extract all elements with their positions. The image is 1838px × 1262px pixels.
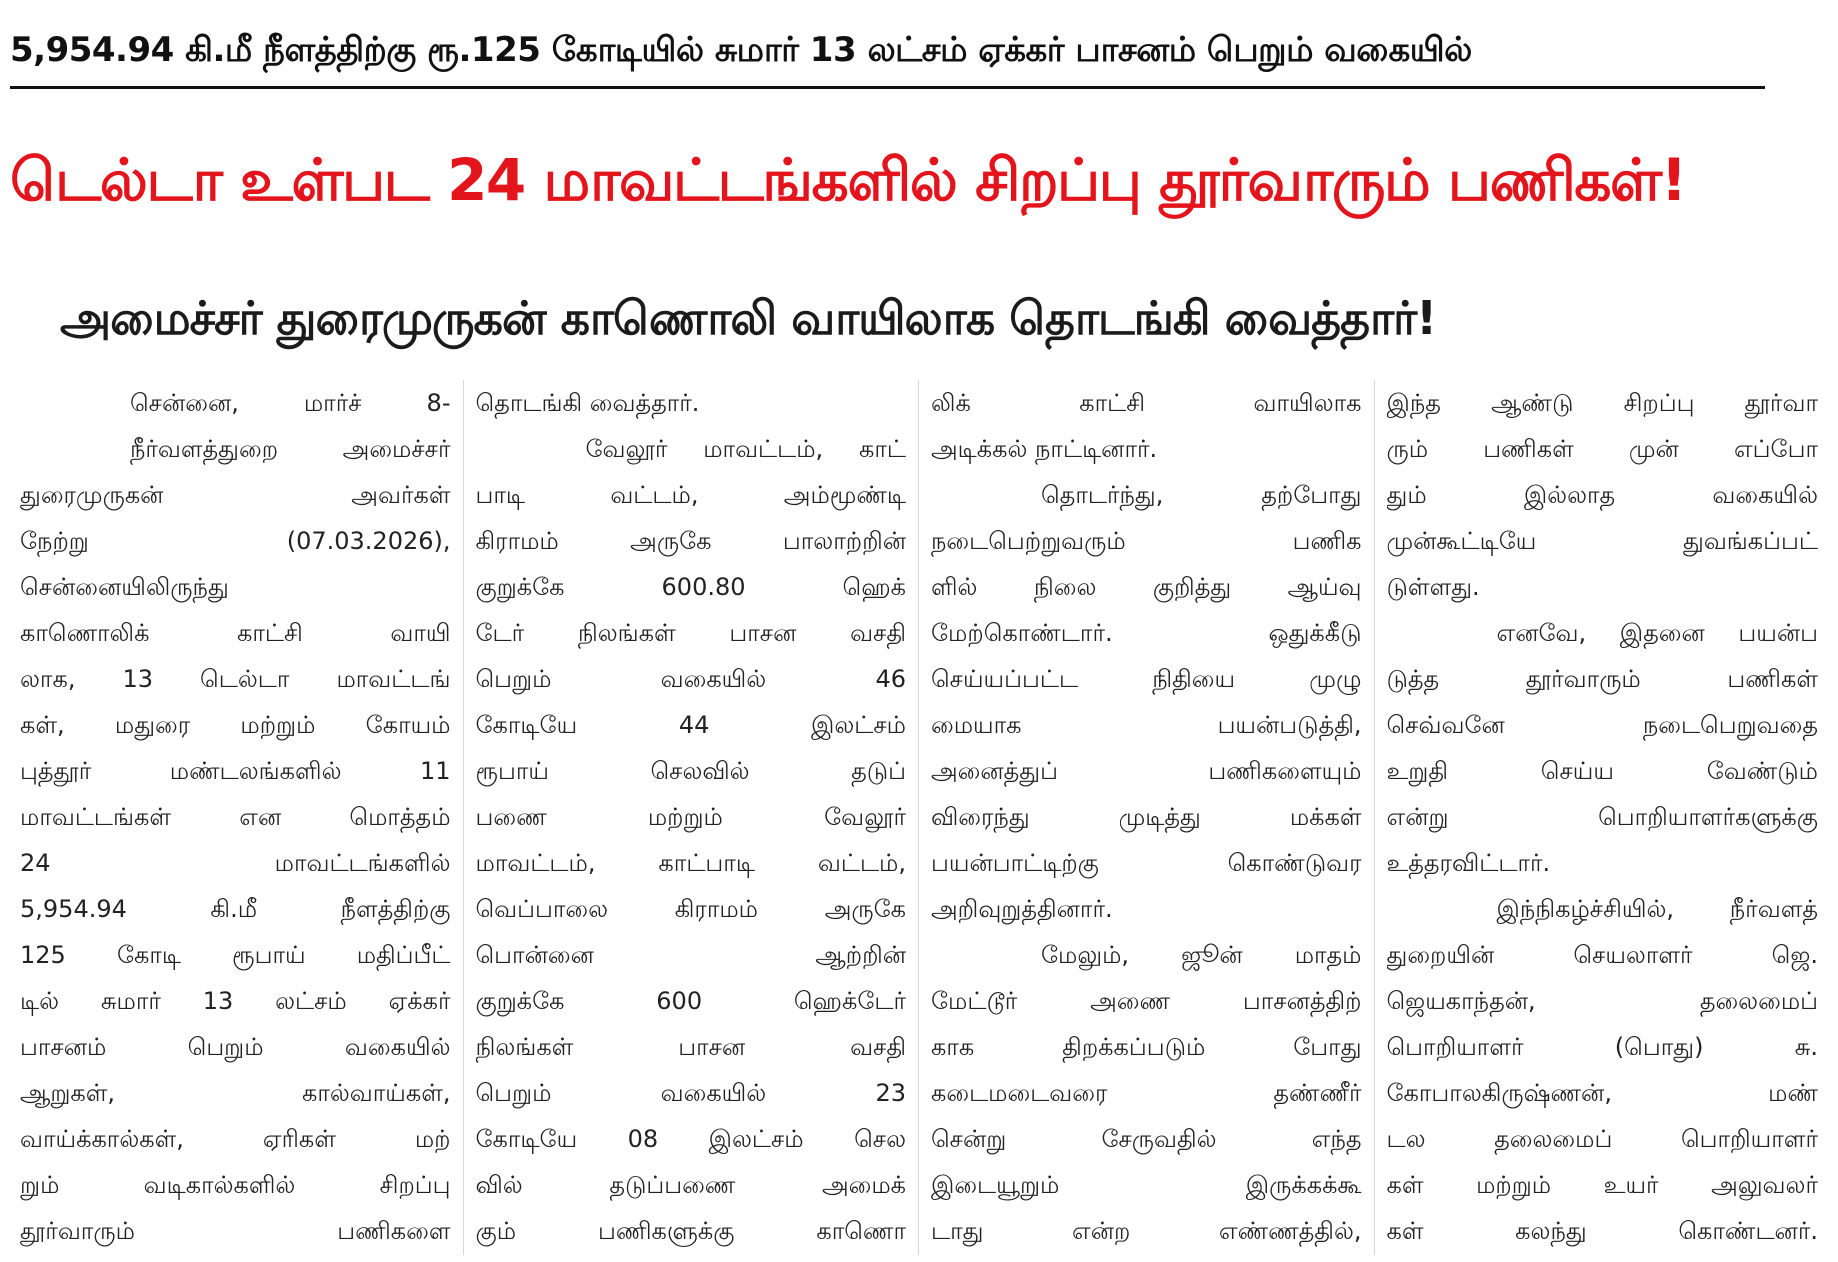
column-1-line: றும் வடிகால்களில் சிறப்பு xyxy=(20,1171,451,1199)
column-1-line: நீர்வளத்துறை அமைச்சர் xyxy=(130,435,451,463)
column-4-line: உத்தரவிட்டார். xyxy=(1386,849,1551,877)
column-4-line: இந்நிகழ்ச்சியில், நீர்வளத் xyxy=(1496,895,1818,923)
column-1-line: 5,954.94 கி.மீ நீளத்திற்கு xyxy=(20,895,451,923)
column-3-line: மேலும், ஜூன் மாதம் xyxy=(1041,941,1362,969)
column-1-line: வாய்க்கால்கள், ஏரிகள் மற் xyxy=(20,1125,451,1153)
column-2-line: குறுக்கே 600 ஹெக்டேர் xyxy=(475,987,906,1015)
column-3-line: அனைத்துப் பணிகளையும் xyxy=(931,757,1362,785)
column-1-line: துரைமுருகன் அவர்கள் xyxy=(20,481,451,509)
column-2-line: கோடியே 44 இலட்சம் xyxy=(475,711,906,739)
column-2-line: மாவட்டம், காட்பாடி வட்டம், xyxy=(475,849,906,877)
column-3-line: அடிக்கல் நாட்டினார். xyxy=(931,435,1158,463)
column-1-line: சென்னையிலிருந்து xyxy=(20,573,229,601)
column-2-line: கிராமம் அருகே பாலாற்றின் xyxy=(475,527,906,555)
column-3-line: இடையூறும் இருக்கக்கூ xyxy=(931,1171,1362,1199)
column-3-line: நடைபெற்றுவரும் பணிக xyxy=(931,527,1362,555)
column-4-line: டுள்ளது. xyxy=(1386,573,1480,601)
column-2-line: பெறும் வகையில் 23 xyxy=(475,1079,906,1107)
article-column-4 xyxy=(1375,380,1830,1255)
column-4-line: தும் இல்லாத வகையில் xyxy=(1386,481,1818,509)
column-1-line: பாசனம் பெறும் வகையில் xyxy=(20,1033,451,1061)
column-4-line: ரும் பணிகள் முன் எப்போ xyxy=(1386,435,1818,463)
column-4-line: செவ்வனே நடைபெறுவதை xyxy=(1386,711,1818,739)
column-2-line: வில் தடுப்பணை அமைக் xyxy=(475,1171,906,1199)
article-column-3 xyxy=(919,380,1375,1255)
column-3-line: டாது என்ற எண்ணத்தில், xyxy=(931,1217,1362,1245)
column-1-line: லாக, 13 டெல்டா மாவட்டங் xyxy=(20,665,451,693)
column-1-line: நேற்று (07.03.2026), xyxy=(20,527,451,555)
subheadline: அமைச்சர் துரைமுருகன் காணொலி வாயிலாக தொடங்கி வைத்தார்! xyxy=(60,291,1437,345)
column-1-line: மாவட்டங்கள் என மொத்தம் xyxy=(20,803,451,831)
column-3-line: லிக் காட்சி வாயிலாக xyxy=(931,389,1362,417)
column-1-line: காணொலிக் காட்சி வாயி xyxy=(20,619,451,647)
column-4-line: முன்கூட்டியே துவங்கப்பட் xyxy=(1386,527,1818,555)
column-4-line: என்று பொறியாளர்களுக்கு xyxy=(1386,803,1818,831)
column-3-line: சென்று சேருவதில் எந்த xyxy=(931,1125,1362,1153)
column-3-line: கடைமடைவரை தண்ணீர் xyxy=(931,1079,1362,1107)
column-2-line: பணை மற்றும் வேலூர் xyxy=(475,803,906,831)
column-4-line: கள் கலந்து கொண்டனர். xyxy=(1386,1217,1818,1245)
column-1-line: தூர்வாரும் பணிகளை xyxy=(20,1217,451,1245)
column-2-line: கோடியே 08 இலட்சம் செல xyxy=(475,1125,906,1153)
article-column-1 xyxy=(8,380,464,1255)
article-body xyxy=(8,380,1830,1255)
column-4-line: எனவே, இதனை பயன்ப xyxy=(1496,619,1818,647)
column-2-line: பெறும் வகையில் 46 xyxy=(475,665,906,693)
column-1-line: கள், மதுரை மற்றும் கோயம் xyxy=(20,711,451,739)
column-4-line: இந்த ஆண்டு சிறப்பு தூர்வா xyxy=(1386,389,1818,417)
column-2-line: ரூபாய் செலவில் தடுப் xyxy=(475,757,906,785)
column-4-line: டுத்த தூர்வாரும் பணிகள் xyxy=(1386,665,1818,693)
column-2-line: கும் பணிகளுக்கு காணொ xyxy=(475,1217,906,1245)
article-column-2 xyxy=(464,380,920,1255)
column-4-line: டல தலைமைப் பொறியாளர் xyxy=(1386,1125,1818,1153)
column-3-line: அறிவுறுத்தினார். xyxy=(931,895,1113,923)
column-2-line: டேர் நிலங்கள் பாசன வசதி xyxy=(475,619,906,647)
column-3-line: பயன்பாட்டிற்கு கொண்டுவர xyxy=(931,849,1362,877)
column-1-line: ஆறுகள், கால்வாய்கள், xyxy=(20,1079,451,1107)
column-3-line: காக திறக்கப்படும் போது xyxy=(931,1033,1362,1061)
column-1-line: புத்தூர் மண்டலங்களில் 11 xyxy=(20,757,451,785)
headline: டெல்டா உள்பட 24 மாவட்டங்களில் சிறப்பு தூர்வாரும் பணிகள்! xyxy=(10,146,1686,214)
column-2-line: பாடி வட்டம், அம்மூண்டி xyxy=(475,481,906,509)
column-1-line: சென்னை, மார்ச் 8- xyxy=(130,389,451,417)
column-4-line: கோபாலகிருஷ்ணன், மண் xyxy=(1386,1079,1818,1107)
column-2-line: வெப்பாலை கிராமம் அருகே xyxy=(475,895,906,923)
column-2-line: குறுக்கே 600.80 ஹெக் xyxy=(475,573,906,601)
column-4-line: ஜெயகாந்தன், தலைமைப் xyxy=(1386,987,1818,1015)
column-4-line: கள் மற்றும் உயர் அலுவலர் xyxy=(1386,1171,1818,1199)
kicker-underline xyxy=(10,86,1765,89)
kicker-line: 5,954.94 கி.மீ நீளத்திற்கு ரூ.125 கோடியில் சுமார் 13 லட்சம் ஏக்கர் பாசனம் பெறும் வகையில் xyxy=(10,30,1472,70)
column-2-line: நிலங்கள் பாசன வசதி xyxy=(475,1033,906,1061)
column-2-line: பொன்னை ஆற்றின் xyxy=(475,941,906,969)
column-1-line: டில் சுமார் 13 லட்சம் ஏக்கர் xyxy=(20,987,451,1015)
column-3-line: ளில் நிலை குறித்து ஆய்வு xyxy=(931,573,1362,601)
column-4-line: உறுதி செய்ய வேண்டும் xyxy=(1386,757,1818,785)
column-4-line: துறையின் செயலாளர் ஜெ. xyxy=(1386,941,1818,969)
column-4-line: பொறியாளர் (பொது) சு. xyxy=(1386,1033,1818,1061)
column-1-line: 125 கோடி ரூபாய் மதிப்பீட் xyxy=(20,941,451,969)
column-3-line: விரைந்து முடித்து மக்கள் xyxy=(931,803,1362,831)
column-3-line: தொடர்ந்து, தற்போது xyxy=(1041,481,1362,509)
column-3-line: மேட்டூர் அணை பாசனத்திற் xyxy=(931,987,1362,1015)
column-2-line: வேலூர் மாவட்டம், காட் xyxy=(585,435,906,463)
column-2-line: தொடங்கி வைத்தார். xyxy=(475,389,700,417)
column-3-line: மேற்கொண்டார். ஒதுக்கீடு xyxy=(931,619,1362,647)
column-3-line: மையாக பயன்படுத்தி, xyxy=(931,711,1362,739)
column-1-line: 24 மாவட்டங்களில் xyxy=(20,849,451,877)
column-3-line: செய்யப்பட்ட நிதியை முழு xyxy=(931,665,1362,693)
